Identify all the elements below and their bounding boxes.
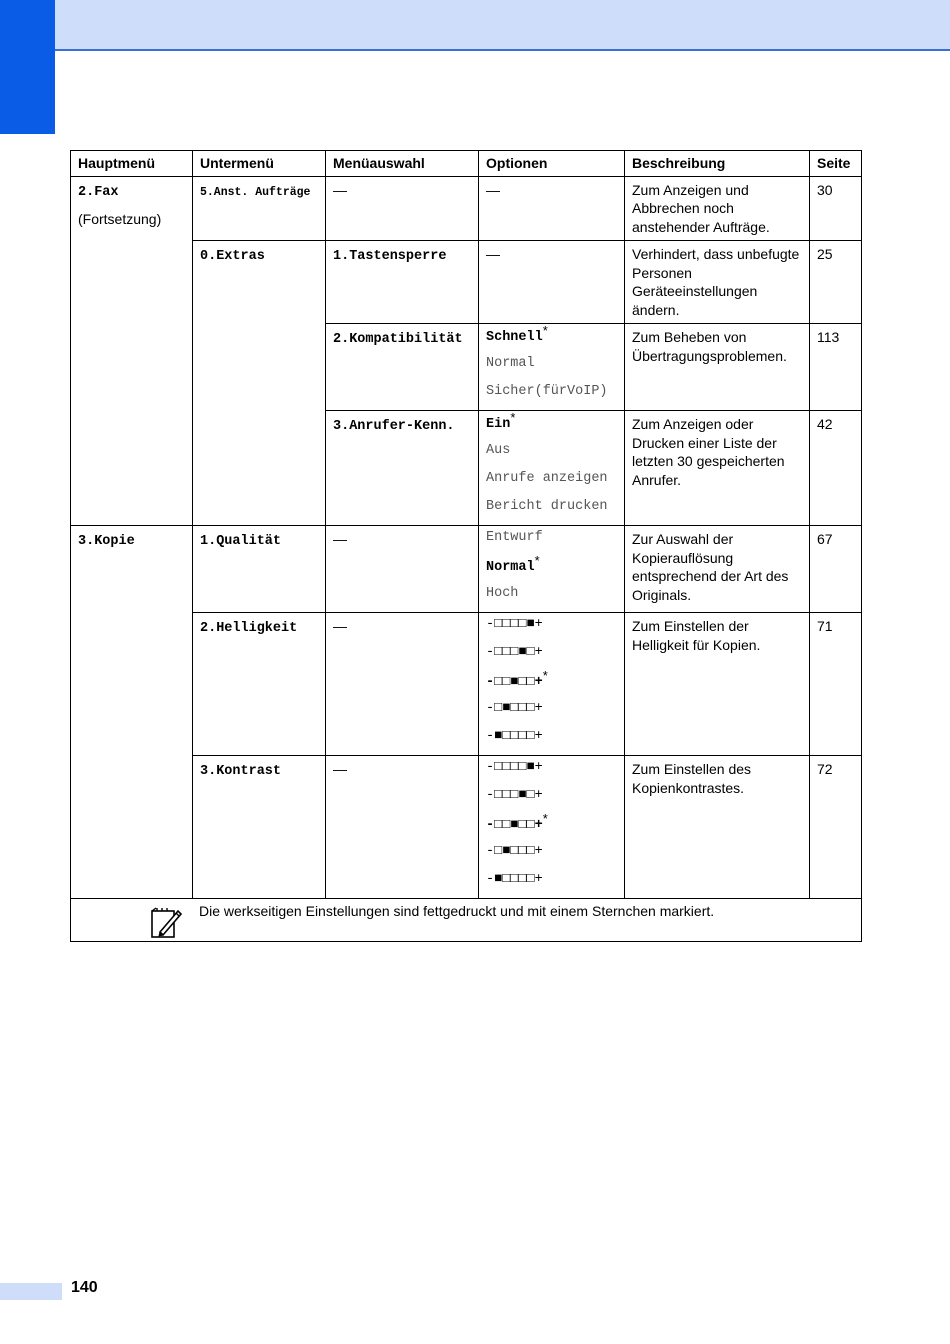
page-cell: 67 xyxy=(810,526,862,613)
page-cell: 72 xyxy=(810,756,862,899)
menu-table xyxy=(70,150,862,942)
main-menu-fax xyxy=(71,176,193,241)
option-item: -□■□□□+ xyxy=(486,844,543,859)
page-cell: 71 xyxy=(810,613,862,756)
description-cell: Verhindert, dass unbefugte Personen Geräteeinstellungen ändern. xyxy=(625,241,810,324)
option-default: Schnell* xyxy=(486,323,548,345)
option-item: -□□□■□+ xyxy=(486,645,543,660)
header-hauptmenue: Hauptmenü xyxy=(71,151,193,177)
page-number: 140 xyxy=(71,1279,98,1296)
description-cell: Zur Auswahl der Kopierauflösung entsprechend der Art des Originals. xyxy=(625,526,810,613)
option-item: -□■□□□+ xyxy=(486,701,543,716)
option-item: -■□□□□+ xyxy=(486,872,543,887)
option-item: Entwurf xyxy=(486,530,543,545)
description-cell: Zum Anzeigen und Abbrechen noch anstehender Aufträge. xyxy=(625,176,810,241)
submenu-label: 1.Qualität xyxy=(200,534,282,549)
description-cell: Zum Einstellen der Helligkeit für Kopien. xyxy=(625,613,810,756)
chapter-tab xyxy=(0,0,55,134)
note-text: Die werkseitigen Einstellungen sind fettgedruckt und mit einem Sternchen markiert. xyxy=(199,903,715,919)
page-cell: 25 xyxy=(810,241,862,324)
page-cell: 113 xyxy=(810,324,862,411)
page-cell: 42 xyxy=(810,411,862,526)
selection-cell: — xyxy=(326,176,479,241)
table-row xyxy=(71,324,862,411)
note-row xyxy=(71,899,862,942)
submenu-label: 3.Kontrast xyxy=(200,764,282,779)
main-menu-label: 3.Kopie xyxy=(78,534,135,549)
option-item: Hoch xyxy=(486,586,519,601)
submenu-label: 2.Helligkeit xyxy=(200,621,298,636)
selection-cell: — xyxy=(326,613,479,756)
note-pencil-icon xyxy=(149,905,183,939)
option-item: -□□□□■+ xyxy=(486,760,543,775)
option-default: -□□■□□+* xyxy=(486,668,548,690)
submenu-label: 0.Extras xyxy=(200,249,265,264)
header-menueauswahl: Menüauswahl xyxy=(326,151,479,177)
option-item: Anrufe anzeigen xyxy=(486,471,608,486)
page-cell: 30 xyxy=(810,176,862,241)
table-row xyxy=(71,756,862,899)
option-default: -□□■□□+* xyxy=(486,811,548,833)
table-header-row xyxy=(71,151,862,177)
option-item: -□□□■□+ xyxy=(486,788,543,803)
main-menu-label: 2.Fax xyxy=(78,184,119,200)
description-cell: Zum Einstellen des Kopienkontrastes. xyxy=(625,756,810,899)
table-row xyxy=(71,526,862,613)
option-item: Normal xyxy=(486,356,535,371)
selection-label: 1.Tastensperre xyxy=(333,249,447,264)
option-item: Bericht drucken xyxy=(486,499,608,514)
option-default: Ein* xyxy=(486,410,516,432)
option-item: -■□□□□+ xyxy=(486,729,543,744)
option-cell: — xyxy=(479,241,625,324)
option-item: Aus xyxy=(486,443,511,458)
table-row xyxy=(71,241,862,324)
continued-label: (Fortsetzung) xyxy=(78,211,162,227)
header-optionen: Optionen xyxy=(479,151,625,177)
table-row xyxy=(71,411,862,526)
header-band xyxy=(0,0,950,51)
option-default: Normal* xyxy=(486,553,540,575)
option-cell: — xyxy=(479,176,625,241)
selection-label: 3.Anrufer-Kenn. xyxy=(333,419,455,434)
footer-band xyxy=(0,1283,62,1300)
header-untermenue: Untermenü xyxy=(193,151,326,177)
table-row xyxy=(71,613,862,756)
option-item: -□□□□■+ xyxy=(486,617,543,632)
description-cell: Zum Beheben von Übertragungsproblemen. xyxy=(625,324,810,411)
selection-cell: — xyxy=(326,756,479,899)
selection-label: 2.Kompatibilität xyxy=(333,332,463,347)
description-cell: Zum Anzeigen oder Drucken einer Liste der letzten 30 gespeicherten Anrufer. xyxy=(625,411,810,526)
option-item: Sicher(fürVoIP) xyxy=(486,384,608,399)
table-row xyxy=(71,176,862,241)
submenu-label: 5.Anst. Aufträge xyxy=(200,185,311,199)
header-seite: Seite xyxy=(810,151,862,177)
header-beschreibung: Beschreibung xyxy=(625,151,810,177)
selection-cell: — xyxy=(326,526,479,613)
